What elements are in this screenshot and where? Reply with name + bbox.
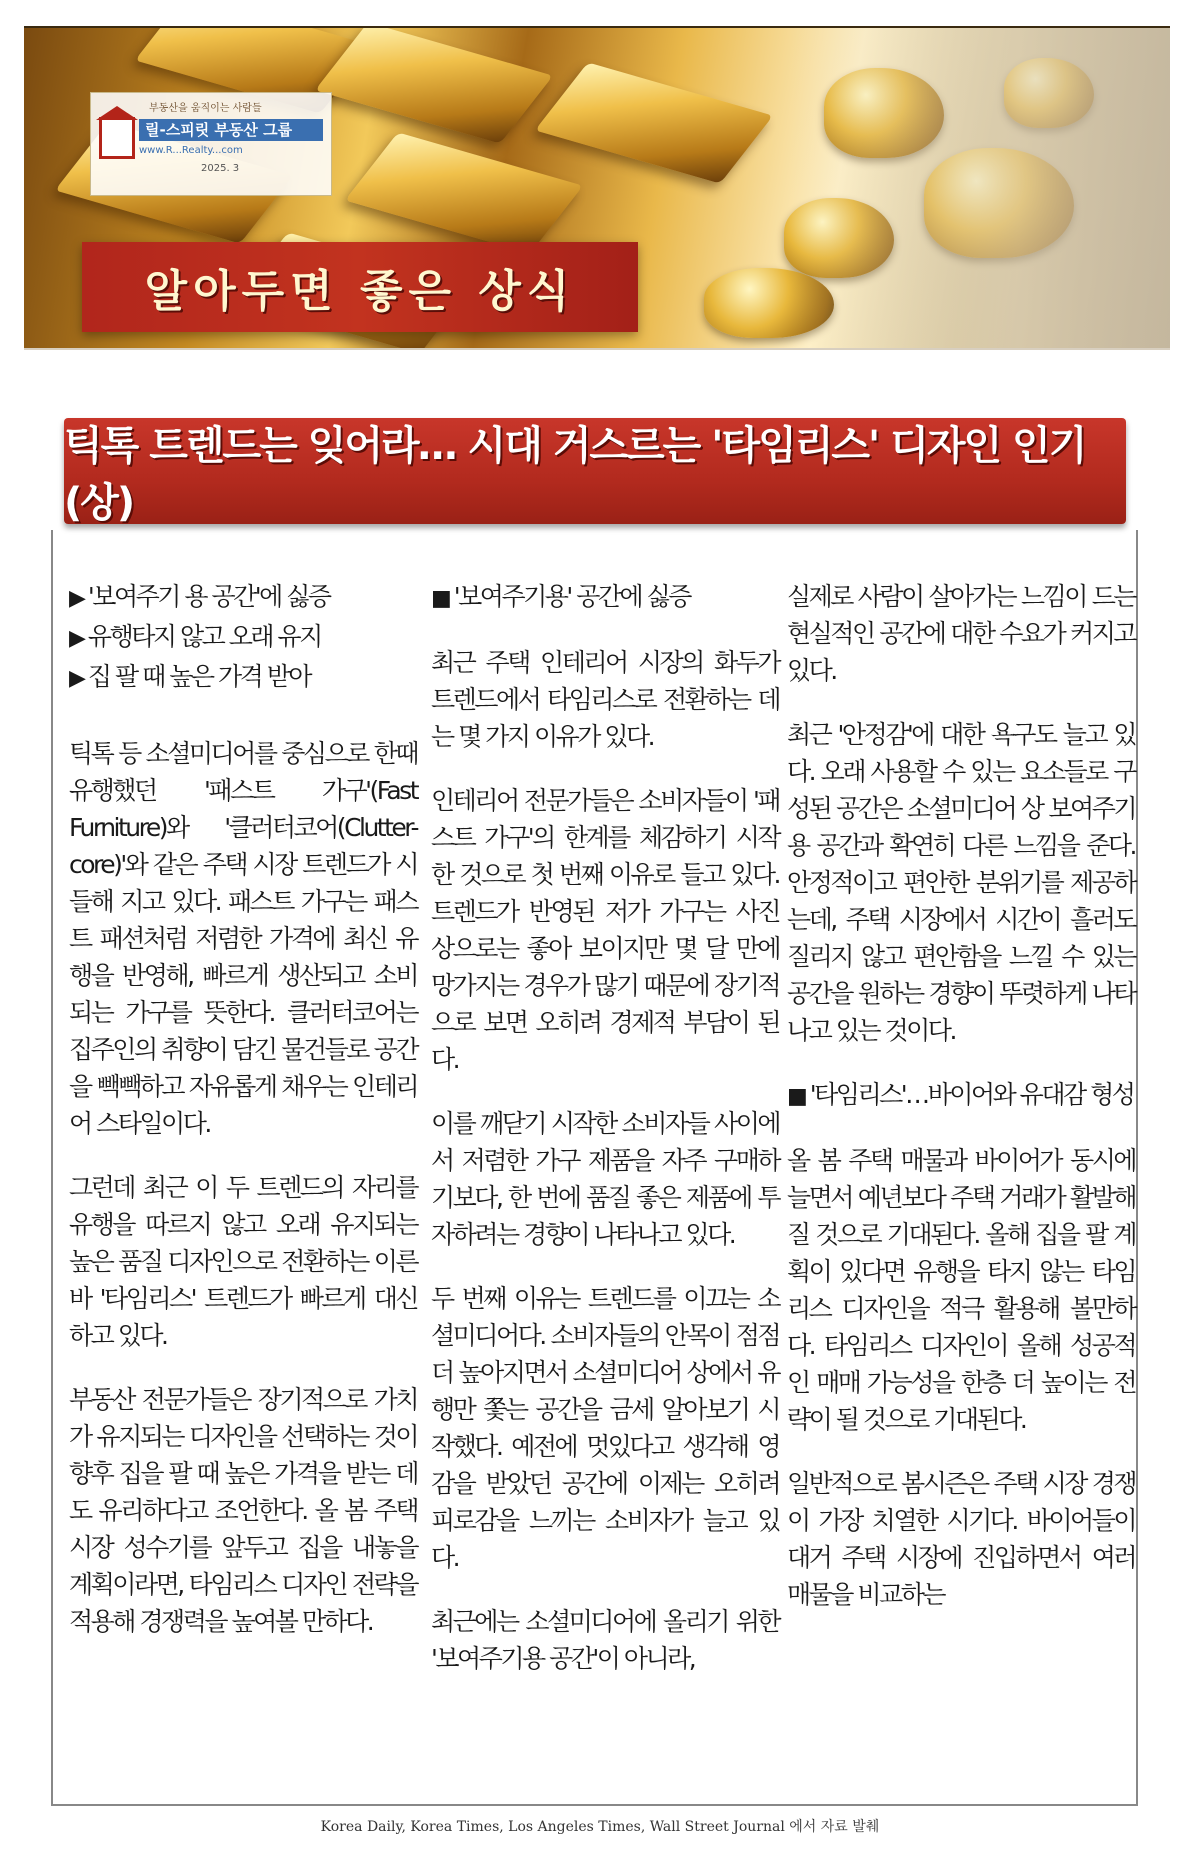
article-paragraph: 부동산 전문가들은 장기적으로 가치가 유지되는 디자인을 선택하는 것이 향후 집을 팔 때 높은 가격을 받는 데도 유리하다고 조언한다. 올 봄 주택 시장 성수기를 앞두고 집을 내놓을 계획이라면, 타임리스 디자인 전략을 적용해 경쟁력을 높여볼 만하다.: [69, 1385, 417, 1636]
section-subhead: ■ '보여주기용' 공간에 싫증: [431, 578, 779, 617]
logo-date: 2025. 3: [201, 163, 240, 174]
gold-bar-image: [535, 62, 773, 183]
article-paragraph: 실제로 사람이 살아가는 느낌이 드는 현실적인 공간에 대한 수요가 커지고 있다.: [787, 582, 1135, 685]
article-body: [51, 530, 1138, 1806]
headline-text: 틱톡 트렌드는 잊어라… 시대 거스르는 '타임리스' 디자인 인기(상): [64, 423, 1086, 526]
gold-bar-image: [345, 132, 583, 253]
summary-bullet: ▶ 유행타지 않고 오래 유지: [69, 618, 417, 658]
logo-url: www.R...Realty...com: [139, 145, 243, 156]
summary-bullets: [69, 578, 417, 698]
source-credit: Korea Daily, Korea Times, Los Angeles Times, Wall Street Journal 에서 자료 발췌: [320, 1819, 880, 1835]
section-subhead: ■ '타임리스'…바이어와 유대감 형성: [787, 1076, 1135, 1115]
summary-bullet: ▶ '보여주기 용 공간'에 싫증: [69, 578, 417, 618]
header-banner: [24, 26, 1170, 350]
article-column-1: [69, 578, 417, 1667]
article-paragraph: 두 번째 이유는 트렌드를 이끄는 소셜미디어다. 소비자들의 안목이 점점 더 높아지면서 소셜미디어 상에서 유행만 쫓는 공간을 금세 알아보기 시작했다. 예전에 멋있다고 생각해 영감을 받았던 공간에 이제는 오히려 피로감을 느끼는 소비자가 늘고 있다.: [431, 1284, 779, 1572]
house-logo-icon: [99, 117, 135, 159]
article-paragraph: 그런데 최근 이 두 트렌드의 자리를 유행을 따르지 않고 오래 유지되는 높은 품질 디자인으로 전환하는 이른바 '타임리스' 트렌드가 빠르게 대신하고 있다.: [69, 1173, 417, 1350]
article-paragraph: 인테리어 전문가들은 소비자들이 '패스트 가구'의 한계를 체감하기 시작한 것으로 첫 번째 이유로 들고 있다. 트렌드가 반영된 저가 가구는 사진 상으로는 좋아 보이지만 몇 달 만에 망가지는 경우가 많기 때문에 장기적으로 보면 오히려 경제적 부담이 된다.: [431, 786, 779, 1074]
logo-company-name: 릴-스피릿 부동산 그룹: [139, 119, 323, 141]
article-paragraph: 최근 '안정감'에 대한 욕구도 늘고 있다. 오래 사용할 수 있는 요소들로 구성된 공간은 소셜미디어 상 보여주기용 공간과 확연히 다른 느낌을 준다. 안정적이고 편안한 분위기를 제공하는데, 주택 시장에서 시간이 흘러도 질리지 않고 편안함을 느낄 수 있는 공간을 원하는 경향이 뚜렷하게 나타나고 있는 것이다.: [787, 720, 1135, 1045]
article-paragraph: 틱톡 등 소셜미디어를 중심으로 한때 유행했던 '패스트 가구'(Fast Furniture)와 '클러터코어(Clutter-core)'와 같은 주택 시장 트렌드가 시들해 지고 있다. 패스트 가구는 패스트 패션처럼 저렴한 가격에 최신 유행을 반영해, 빠르게 생산되고 소비되는 가구를 뜻한다. 클러터코어는 집주인의 취향이 담긴 물건들로 공간을 빽빽하고 자유롭게 채우는 인테리어 스타일이다.: [69, 739, 417, 1138]
article-column-2: [431, 578, 779, 1704]
article-column-3: [787, 578, 1135, 1640]
logo-motto: 부동산을 움직이는 사람들: [149, 103, 262, 114]
article-paragraph: 최근 주택 인테리어 시장의 화두가 트렌드에서 타임리스로 전환하는 데는 몇 가지 이유가 있다.: [431, 648, 779, 751]
rock-background: [790, 28, 1170, 348]
article-headline: [64, 418, 1126, 524]
banner-title: 알아두면 좋은 상식: [82, 242, 638, 332]
article-paragraph: 이를 깨닫기 시작한 소비자들 사이에서 저렴한 가구 제품을 자주 구매하기보다, 한 번에 품질 좋은 제품에 투자하려는 경향이 나타나고 있다.: [431, 1109, 779, 1249]
article-paragraph: 올 봄 주택 매물과 바이어가 동시에 늘면서 예년보다 주택 거래가 활발해질 것으로 기대된다. 올해 집을 팔 계획이 있다면 유행을 타지 않는 타임리스 디자인을 적극 활용해 볼만하다. 타임리스 디자인이 올해 성공적인 매매 가능성을 한층 더 높이는 전략이 될 것으로 기대된다.: [787, 1146, 1135, 1434]
gold-bar-image: [315, 26, 553, 144]
summary-bullet: ▶ 집 팔 때 높은 가격 받아: [69, 658, 417, 698]
article-paragraph: 일반적으로 봄시즌은 주택 시장 경쟁이 가장 치열한 시기다. 바이어들이 대거 주택 시장에 진입하면서 여러 매물을 비교하는: [787, 1469, 1135, 1609]
article-paragraph: 최근에는 소셜미디어에 올리기 위한 '보여주기용 공간'이 아니라,: [431, 1607, 779, 1673]
company-logo: [90, 92, 332, 196]
